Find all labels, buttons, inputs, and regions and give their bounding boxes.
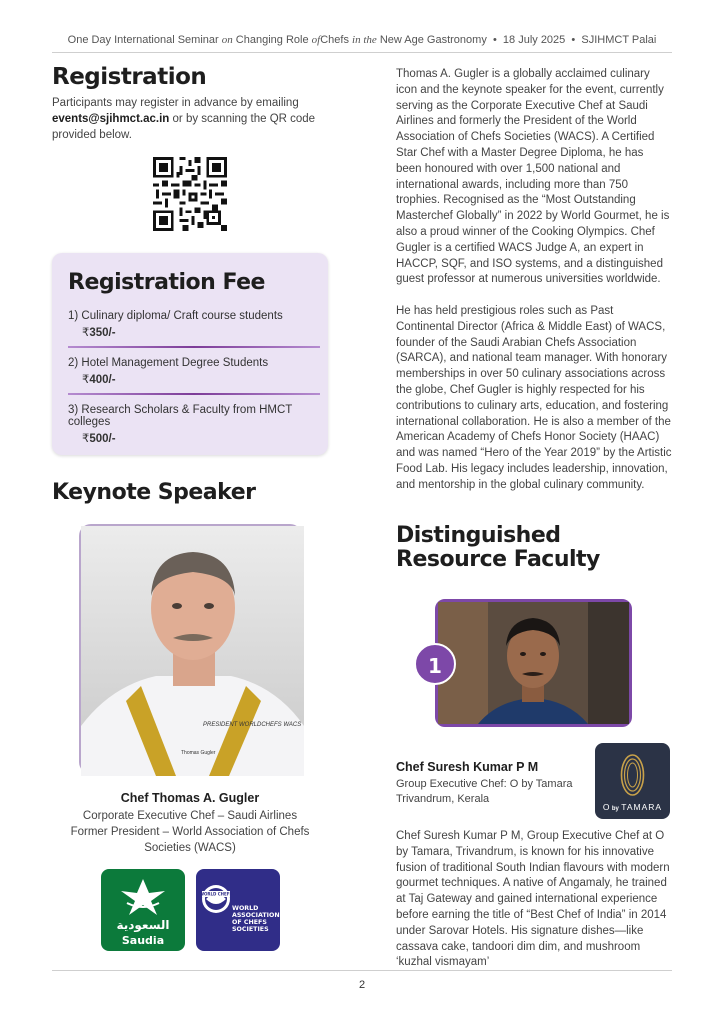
faculty-title: Distinguished Resource Faculty bbox=[396, 523, 600, 572]
keynote-portrait-illustration bbox=[81, 526, 304, 776]
header-on: on bbox=[221, 34, 233, 46]
faculty-role-line2: Trivandrum, Kerala bbox=[396, 793, 490, 805]
rupee-symbol: ₹ bbox=[82, 374, 90, 386]
fee-item-amount bbox=[82, 431, 324, 445]
o-by-tamara-logo bbox=[595, 730, 670, 819]
faculty-name: Chef Suresh Kumar P M bbox=[396, 760, 539, 774]
wacs-logo bbox=[196, 869, 280, 951]
o-logo-caption: O by TAMARA bbox=[602, 802, 663, 812]
o-logo-letter: O bbox=[595, 730, 608, 747]
o-logo-tamara: TAMARA bbox=[621, 802, 663, 812]
keynote-speaker-photo bbox=[79, 524, 302, 774]
fee-item bbox=[68, 357, 324, 386]
faculty-portrait-illustration bbox=[438, 602, 629, 724]
fee-amount-value: 500/- bbox=[89, 433, 116, 445]
fee-title: Registration Fee bbox=[68, 270, 265, 295]
wacs-logo-mark bbox=[196, 869, 280, 951]
fee-item bbox=[68, 310, 324, 339]
fee-amount-value: 400/- bbox=[89, 374, 116, 386]
page-number: 2 bbox=[358, 979, 366, 991]
registration-text-before: Participants may register in advance by emailing bbox=[52, 97, 299, 109]
keynote-bio-paragraph-2: He has held prestigious roles such as Past Continental Director (Africa & Middle East) of WACS, founder of the Saudi Arabian Chefs Association (SARCA), and national team manager. With honorary memberships in over 50 culinary associations across the globe, Chef Gugler is highly respected for his contributions to culinary arts, education, and fostering international collaboration. He is also a member of the American Academy of Chefs Honor Society (HAAC) and was named “Hero of the Year 2019” by the Artistic Food Lab. His legacy includes leadership, innovation, and mentorship in the global culinary community. bbox=[396, 305, 672, 491]
header-chefs: Chefs bbox=[320, 34, 349, 46]
keynote-role bbox=[52, 808, 328, 856]
saudia-arabic-text: السعودية bbox=[116, 918, 170, 932]
rupee-symbol: ₹ bbox=[82, 433, 90, 445]
saudia-text: Saudia bbox=[121, 934, 165, 947]
keynote-title: Keynote Speaker bbox=[52, 480, 256, 505]
header-gastronomy: New Age Gastronomy bbox=[379, 34, 487, 46]
saudia-logo-mark bbox=[101, 869, 185, 951]
fee-item-label: 2) Hotel Management Degree Students bbox=[68, 357, 269, 369]
keynote-role-line2: Former President – World Association of Chefs Societies (WACS) bbox=[70, 826, 310, 854]
header-date: 18 July 2025 bbox=[502, 34, 566, 46]
footer-divider bbox=[52, 970, 672, 971]
o-logo-by: by bbox=[611, 806, 619, 812]
fee-item-label: 1) Culinary diploma/ Craft course students bbox=[68, 310, 283, 322]
fee-item-label: 3) Research Scholars & Faculty from HMCT colleges bbox=[68, 404, 293, 428]
photo-badge-text: PRESIDENT WORLDCHEFS WACS bbox=[203, 722, 302, 728]
fee-divider bbox=[68, 393, 320, 395]
fee-item bbox=[68, 404, 324, 445]
header-changing-role: Changing Role bbox=[235, 34, 309, 46]
faculty-role-line1: Group Executive Chef: O by Tamara bbox=[396, 778, 573, 790]
photo-name-tag: Thomas Gugler bbox=[181, 750, 216, 756]
header-seminar: One Day International Seminar bbox=[67, 34, 219, 46]
wacs-badge-text: WORLD CHEFS bbox=[199, 891, 233, 897]
header-institute: SJIHMCT Palai bbox=[581, 34, 657, 46]
fee-item-amount bbox=[82, 372, 324, 386]
fee-divider bbox=[68, 346, 320, 348]
header-of: of bbox=[311, 34, 321, 46]
registration-title: Registration bbox=[52, 64, 207, 90]
registration-text-after: or by scanning the QR code provided below. bbox=[52, 113, 316, 141]
wacs-text: WORLD ASSOCIATION OF CHEFS SOCIETIES bbox=[232, 905, 280, 933]
header-in-the: in the bbox=[352, 34, 377, 46]
fee-amount-value: 350/- bbox=[89, 327, 116, 339]
registration-email-link[interactable]: events@sjihmct.ac.in bbox=[52, 113, 170, 125]
registration-text bbox=[52, 95, 320, 143]
rupee-symbol: ₹ bbox=[82, 327, 90, 339]
keynote-name: Chef Thomas A. Gugler bbox=[120, 791, 260, 805]
faculty-bio: Chef Suresh Kumar P M, Group Executive Chef at O by Tamara, Trivandrum, is known for his innovative fusion of traditional South Indian flavours with modern gourmet techniques. A native of Angamaly, he trained at Taj Gateway and gained international experience before earning the title of “Best Chef of India” in 2014 under Sarovar Hotels. His signature dishes—like cassava cake, tandoori dim dim, and mushroom ‘kuzhal vismayam’ bbox=[396, 830, 670, 969]
fee-item-amount bbox=[82, 325, 324, 339]
faculty-photo bbox=[435, 599, 632, 727]
keynote-bio-paragraph-1: Thomas A. Gugler is a globally acclaimed culinary icon and the keynote speaker for the event, currently serving as the Corporate Executive Chef at Saudi Airlines and formerly the President of the World Association of Chefs Societies (WACS). A Certified Star Chef with a Master Degree Diploma, he has been honoured with over 1,500 national and international awards, including more than 750 trophies. Recognised as the “Most Outstanding Masterchef Globally” in 2022 by World Gourmet, he is also a proud winner of the Cooking Olympics. Chef Gugler is a certified WACS Judge A, an expert in HACCP, SQF, and ISO systems, and a distinguished guest professor at numerous universities worldwide. bbox=[396, 68, 670, 286]
saudia-logo bbox=[101, 869, 185, 951]
faculty-number-badge: 1 bbox=[414, 643, 456, 685]
faculty-role bbox=[396, 777, 586, 807]
keynote-role-line1: Corporate Executive Chef – Saudi Airlines bbox=[82, 810, 298, 822]
qr-code[interactable] bbox=[153, 157, 227, 231]
running-header: One Day International Seminar on Changing Role ofChefs in the New Age Gastronomy • 18 July 2025 • SJIHMCT Palai bbox=[67, 34, 657, 46]
header-divider bbox=[52, 52, 672, 53]
registration-fee-card bbox=[52, 253, 328, 455]
